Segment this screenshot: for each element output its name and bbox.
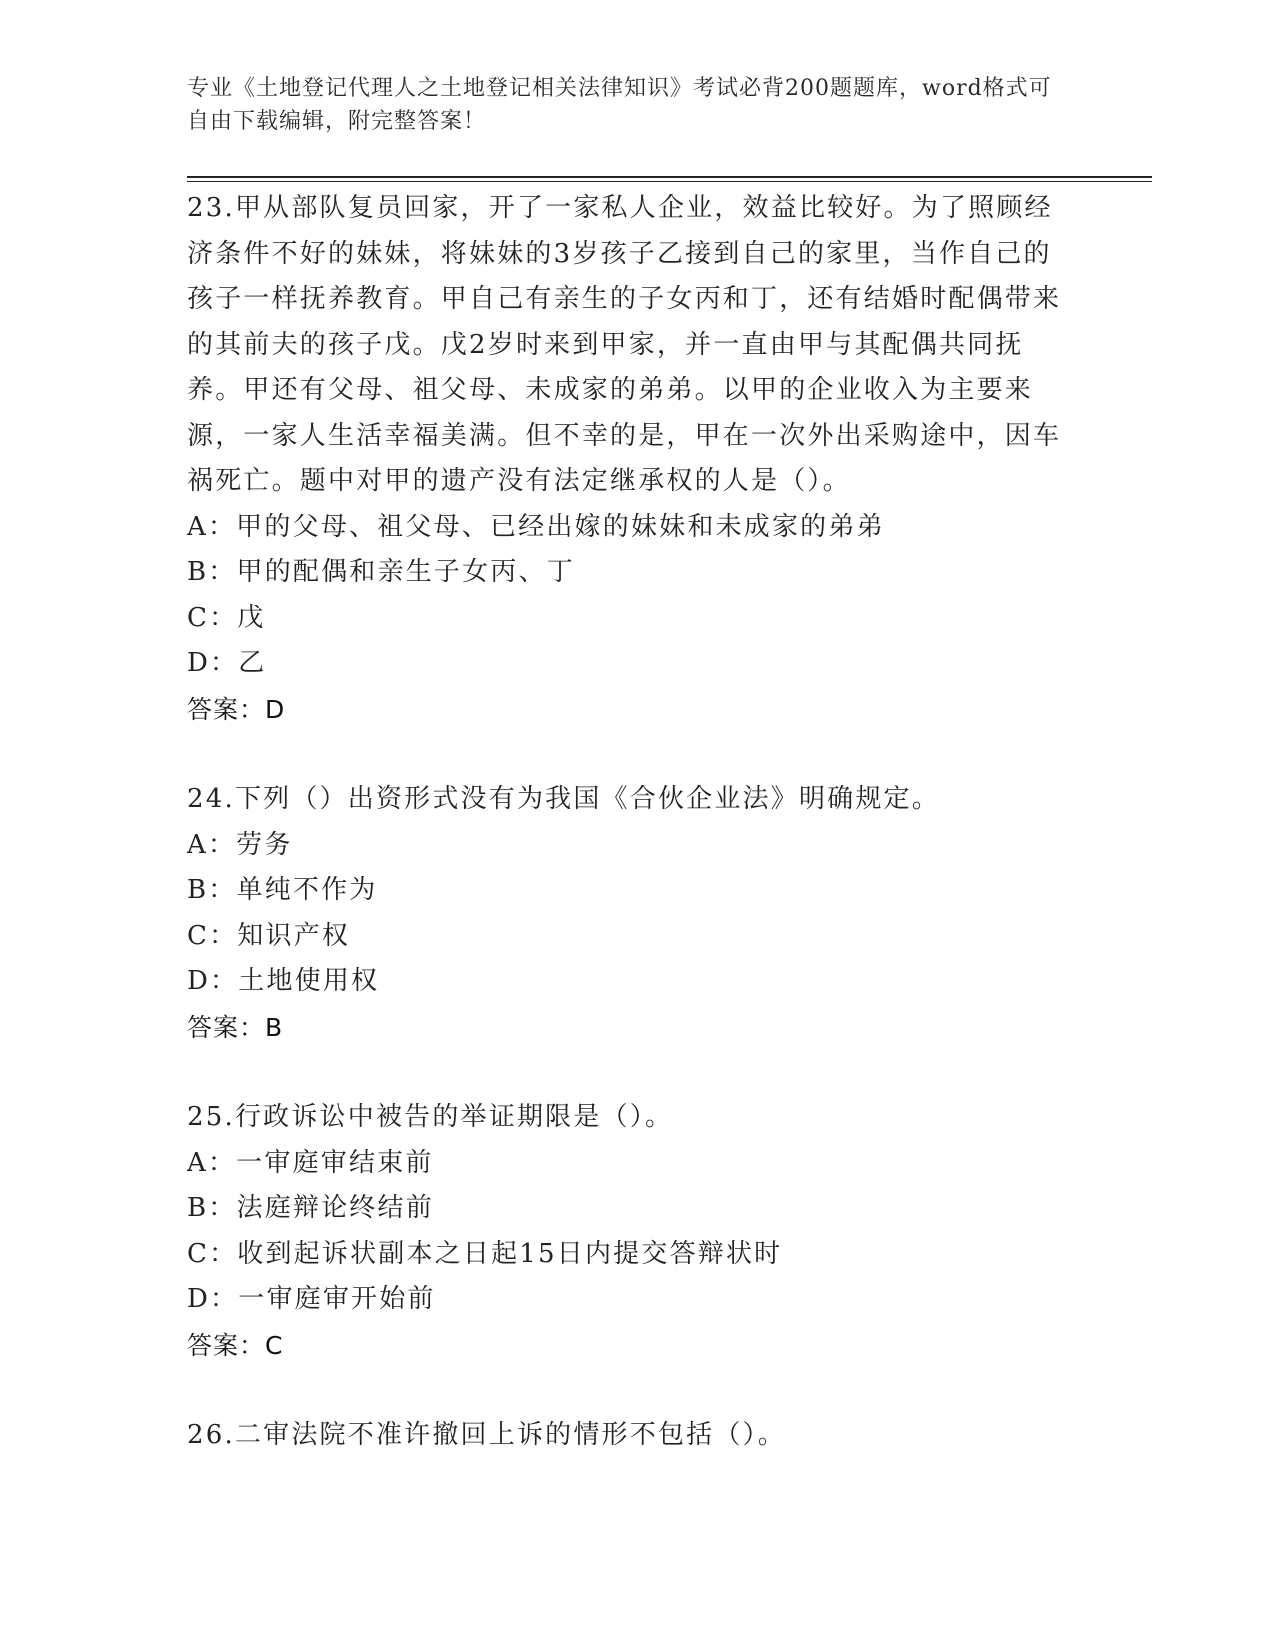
document-header: 专业《土地登记代理人之土地登记相关法律知识》考试必背200题题库，word格式可自由下载编辑，附完整答案！ [187,76,1052,134]
question-stem: 23.甲从部队复员回家，开了一家私人企业，效益比较好。为了照顾经济条件不好的妹妹，将妹妹的3岁孩子乙接到自己的家里，当作自己的孩子一样抚养教育。甲自己有亲生的子女丙和丁，还有结婚时配偶带来的其前夫的孩子戊。戊2岁时来到甲家，并一直由甲与其配偶共同抚养。甲还有父母、祖父母、未成家的弟弟。以甲的企业收入为主要来源，一家人生活幸福美满。但不幸的是，甲在一次外出采购途中，因车祸死亡。题中对甲的遗产没有法定继承权的人是（）。 [187,193,1062,496]
question-stem: 24.下列（）出资形式没有为我国《合伙企业法》明确规定。 [187,784,940,814]
option-d: D：土地使用权 [187,966,380,996]
option-a: A：一审庭审结束前 [187,1147,434,1178]
header-rule-thin [187,181,1152,182]
option-a: A：劳务 [187,829,293,860]
question-25 [187,1095,1077,1368]
option-b: B：法庭辩论终结前 [187,1193,434,1223]
answer: 答案：C [187,1330,284,1360]
answer: 答案：B [187,1012,284,1042]
question-26 [187,1413,1077,1459]
question-24 [187,777,1077,1050]
option-c: C：收到起诉状副本之日起15日内提交答辩状时 [187,1238,783,1269]
question-stem: 25.行政诉讼中被告的举证期限是（）。 [187,1102,674,1132]
option-b: B：甲的配偶和亲生子女丙、丁 [187,557,575,587]
option-d: D：乙 [187,648,267,678]
question-23 [187,186,1077,732]
option-c: C：知识产权 [187,920,351,951]
option-c: C：戊 [187,602,266,633]
option-b: B：单纯不作为 [187,875,378,905]
question-stem: 26.二审法院不准许撤回上诉的情形不包括（）。 [187,1420,786,1450]
header-rule-thick [187,176,1152,178]
option-d: D：一审庭审开始前 [187,1284,436,1314]
option-a: A：甲的父母、祖父母、已经出嫁的妹妹和未成家的弟弟 [187,511,885,542]
answer: 答案：D [187,694,286,724]
question-list [187,186,1077,1459]
